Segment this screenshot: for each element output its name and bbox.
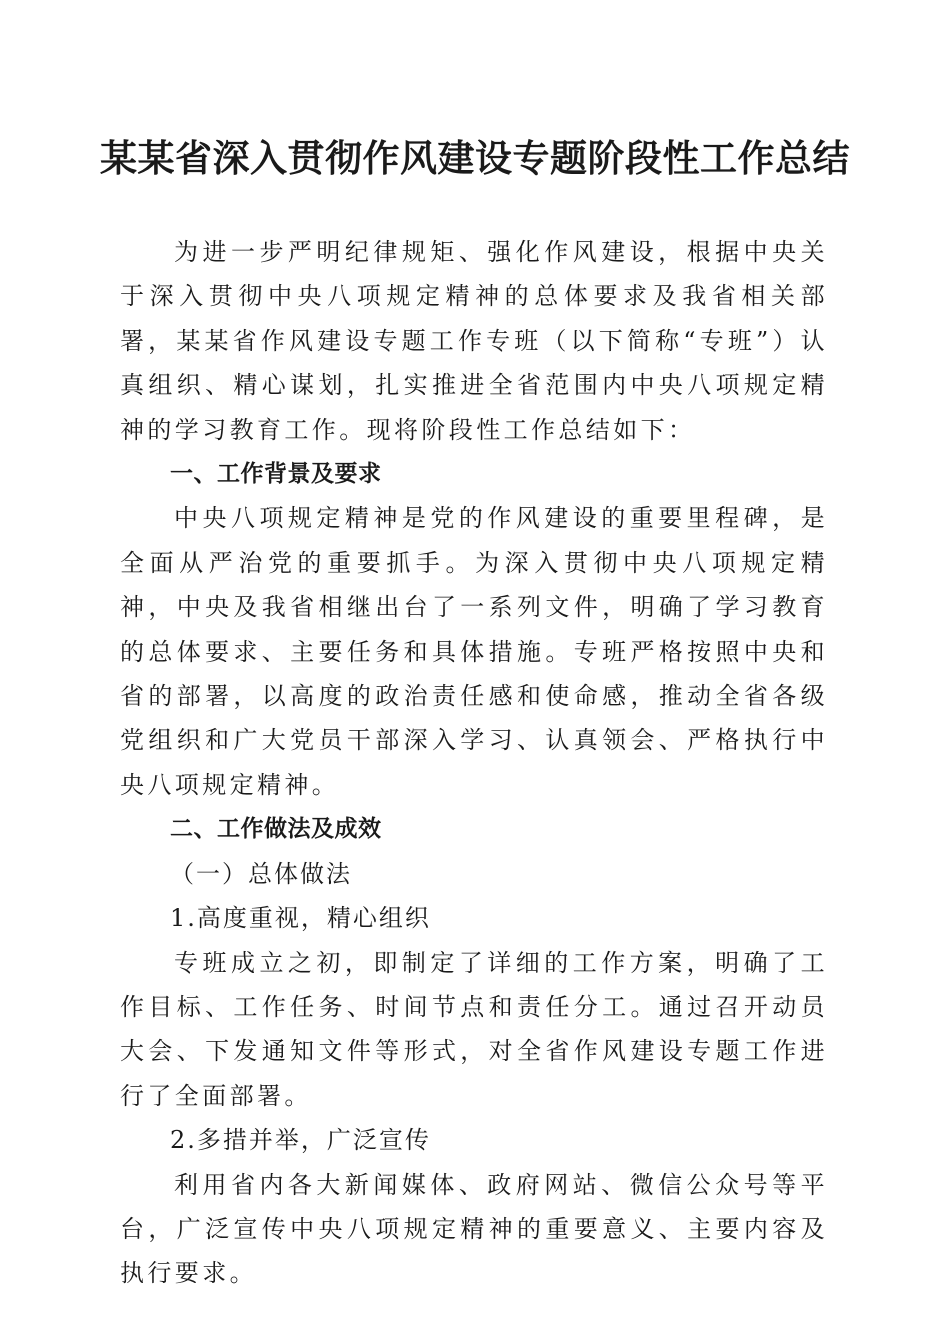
document-title: 某某省深入贯彻作风建设专题阶段性工作总结: [100, 136, 850, 180]
section-heading-background: 一、工作背景及要求: [170, 461, 382, 488]
item-organization-paragraph: 专班成立之初，即制定了详细的工作方案，明确了工作目标、工作任务、时间节点和责任分工。通过召开动员大会、下发通知文件等形式，对全省作风建设专题工作进行了全面部署。: [120, 948, 828, 1110]
section-background-paragraph: 中央八项规定精神是党的作风建设的重要里程碑，是全面从严治党的重要抓手。为深入贯彻中央八项规定精神，中央及我省相继出台了一系列文件，明确了学习教育的总体要求、主要任务和具体措施。专班严格按照中央和省的部署，以高度的政治责任感和使命感，推动全省各级党组织和广大党员干部深入学习、认真领会、严格执行中央八项规定精神。: [120, 504, 828, 799]
item-heading-organization: 1.高度重视，精心组织: [170, 904, 431, 933]
item-publicity-paragraph: 利用省内各大新闻媒体、政府网站、微信公众号等平台，广泛宣传中央八项规定精神的重要意义、主要内容及执行要求。: [120, 1170, 828, 1288]
item-heading-publicity: 2.多措并举，广泛宣传: [170, 1126, 431, 1155]
subsection-heading-overall: （一）总体做法: [170, 859, 352, 888]
intro-paragraph: 为进一步严明纪律规矩、强化作风建设，根据中央关于深入贯彻中央八项规定精神的总体要求及我省相关部署，某某省作风建设专题工作专班（以下简称“专班”）认真组织、精心谋划，扎实推进全省范围内中央八项规定精神的学习教育工作。现将阶段性工作总结如下：: [120, 238, 828, 444]
document-body: [120, 230, 828, 1296]
section-heading-practices: 二、工作做法及成效: [170, 816, 382, 843]
